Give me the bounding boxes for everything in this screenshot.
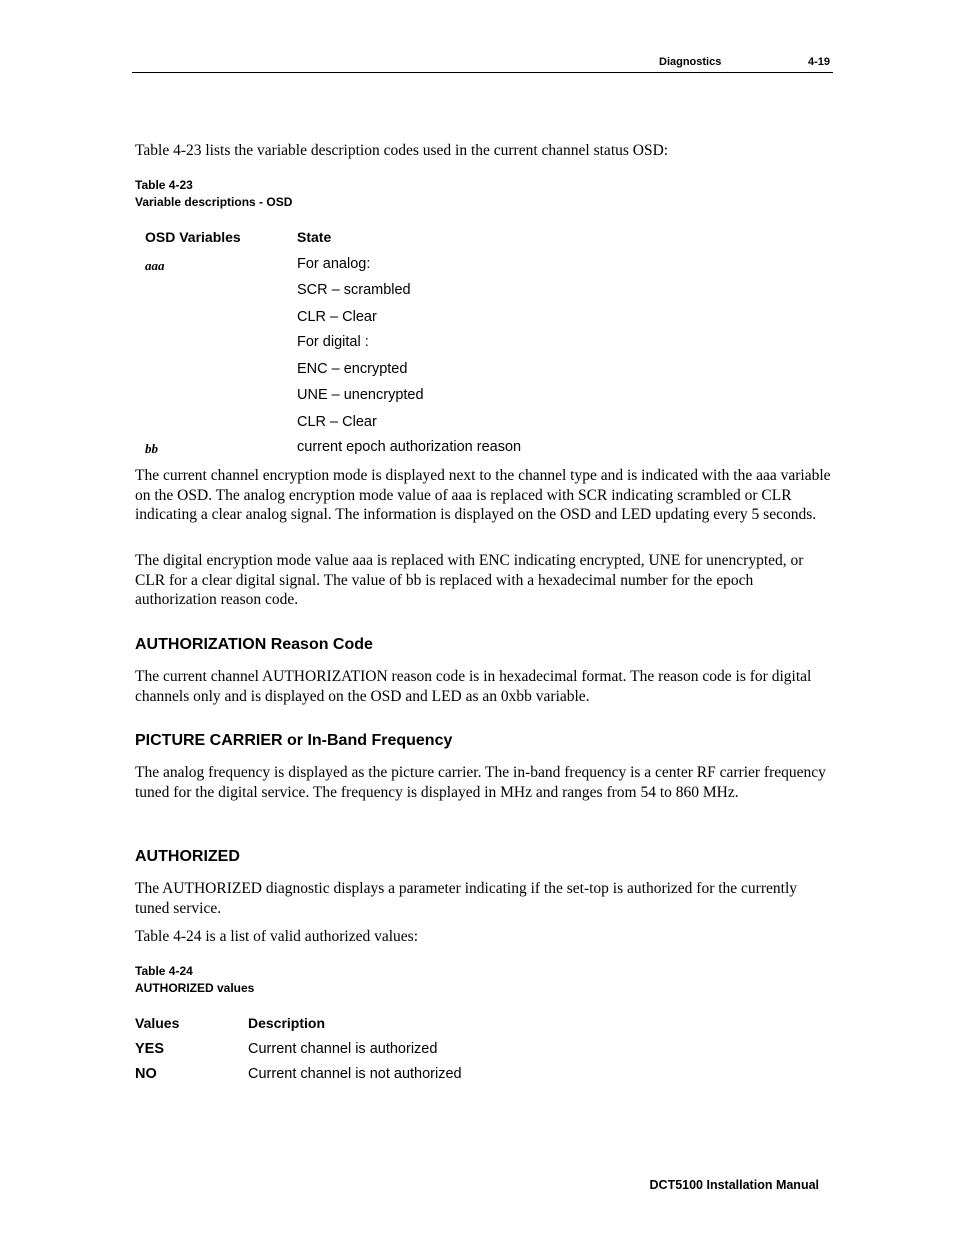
- page-footer: DCT5100 Installation Manual: [649, 1178, 819, 1192]
- table2-description-cell: Current channel is not authorized: [248, 1066, 462, 1082]
- header-page-number: 4-19: [807, 56, 830, 68]
- table1-state-row: CLR – Clear: [297, 414, 377, 430]
- section-heading-authorized: AUTHORIZED: [135, 848, 240, 865]
- table2-caption-number: Table 4-24: [135, 964, 193, 978]
- section-heading-picture-carrier: PICTURE CARRIER or In-Band Frequency: [135, 732, 453, 749]
- authorized-paragraph: The AUTHORIZED diagnostic displays a parameter indicating if the set-top is authorized for the currently tuned service.: [135, 880, 797, 917]
- table1-state-row: SCR – scrambled: [297, 282, 411, 298]
- table1-header-state: State: [297, 229, 332, 245]
- table2-caption-title: AUTHORIZED values: [135, 981, 255, 995]
- page-header: [132, 54, 833, 73]
- table1-state-row: For digital :: [297, 334, 369, 350]
- intro-paragraph: Table 4-23 lists the variable description codes used in the current channel status OSD:: [135, 142, 669, 159]
- authorized-table-intro: Table 4-24 is a list of valid authorized values:: [135, 928, 419, 945]
- table1-header-variables: OSD Variables: [145, 229, 241, 245]
- table2-header-values: Values: [135, 1015, 180, 1031]
- table2-header-description: Description: [248, 1015, 326, 1031]
- table1-state-bb: current epoch authorization reason: [297, 439, 522, 455]
- table1-caption-number: Table 4-23: [135, 178, 193, 192]
- header-section-title: Diagnostics: [659, 56, 722, 68]
- table1-state-row: ENC – encrypted: [297, 361, 408, 377]
- table1-state-row: For analog:: [297, 256, 371, 272]
- digital-encryption-paragraph: The digital encryption mode value aaa is replaced with ENC indicating encrypted, UNE for unencrypted, or CLR for a clear digital signal. The value of bb is replaced with a hexadecimal number for the epoch authorization reason code.: [135, 552, 804, 608]
- auth-reason-paragraph: The current channel AUTHORIZATION reason code is in hexadecimal format. The reason code is for digital channels only and is displayed on the OSD and LED as an 0xbb variable.: [135, 668, 812, 705]
- table2-description-cell: Current channel is authorized: [248, 1041, 438, 1057]
- table1-caption: [135, 177, 292, 211]
- table2-value-cell: YES: [135, 1041, 165, 1057]
- table1-state-row: UNE – unencrypted: [297, 387, 424, 403]
- section-heading-auth-reason: AUTHORIZATION Reason Code: [135, 636, 373, 653]
- table1-var-aaa: aaa: [145, 258, 165, 273]
- table1-state-row: CLR – Clear: [297, 309, 377, 325]
- table2-value-cell: NO: [135, 1066, 157, 1082]
- encryption-mode-paragraph: The current channel encryption mode is displayed next to the channel type and is indicated with the aaa variable on the OSD. The analog encryption mode value of aaa is replaced with SCR indicating scrambled or CLR indicating a clear analog signal. The information is displayed on the OSD and LED updating every 5 seconds.: [135, 467, 831, 523]
- table1-caption-title: Variable descriptions - OSD: [135, 195, 293, 209]
- table2-caption: [135, 963, 254, 997]
- table1-var-bb: bb: [145, 441, 158, 456]
- picture-carrier-paragraph: The analog frequency is displayed as the picture carrier. The in-band frequency is a center RF carrier frequency tuned for the digital service. The frequency is displayed in MHz and ranges from 54 to 860 MHz.: [135, 764, 826, 801]
